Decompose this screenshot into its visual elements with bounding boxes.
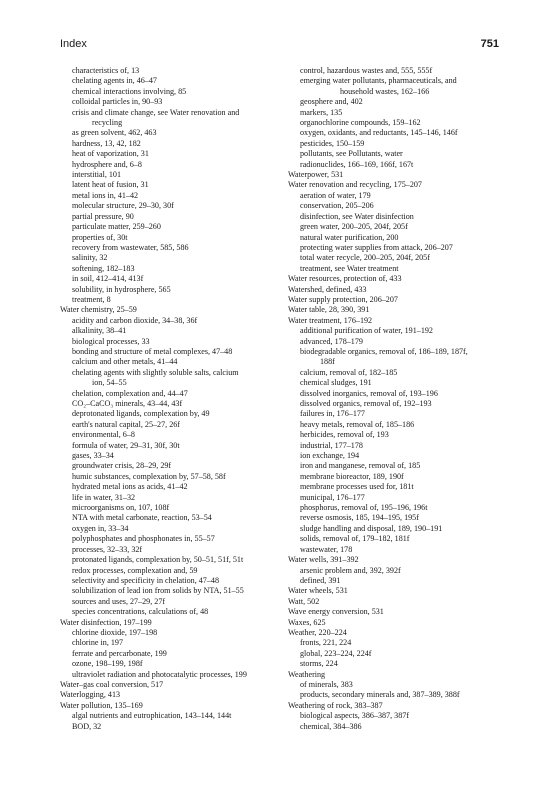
index-subentry: processes, 32–33, 32f (72, 544, 143, 554)
index-main-entry: Water pollution, 135–169 (60, 700, 143, 710)
index-subentry: pesticides, 150–159 (300, 138, 365, 148)
index-subentry: earth's natural capital, 25–27, 26f (72, 419, 180, 429)
index-subentry: chelating agents with slightly soluble salts, calcium (72, 367, 239, 377)
page-header (60, 38, 499, 52)
index-subentry: selectivity and specificity in chelation, 47–48 (72, 575, 219, 585)
index-subentry: characteristics of, 13 (72, 66, 140, 75)
index-subentry: ozone, 198–199, 198f (72, 659, 143, 669)
index-subentry: hardness, 13, 42, 182 (72, 138, 141, 148)
index-subentry: in soil, 412–414, 413f (72, 274, 144, 284)
index-subentry: calcium, removal of, 182–185 (300, 367, 398, 377)
index-subentry: chemical, 384–386 (300, 721, 362, 731)
index-subentry: protecting water supplies from attack, 206–207 (300, 242, 453, 252)
index-main-entry: Water disinfection, 197–199 (60, 617, 152, 627)
index-subentry: interstitial, 101 (72, 170, 122, 180)
index-entry-continuation: household wastes, 162–166 (340, 86, 430, 96)
index-subentry: redox processes, complexation and, 59 (72, 565, 198, 575)
index-entry-continuation: recycling (92, 118, 123, 128)
index-main-entry: Water chemistry, 25–59 (60, 305, 137, 315)
index-main-entry: Waterlogging, 413 (60, 690, 121, 700)
index-subentry: failures in, 176–177 (300, 409, 365, 419)
index-main-entry: Weather, 220–224 (288, 627, 347, 637)
index-subentry: advanced, 178–179 (300, 336, 363, 346)
index-column-right (288, 66, 500, 732)
index-subentry: heavy metals, removal of, 185–186 (300, 419, 415, 429)
index-subentry: natural water purification, 200 (300, 232, 399, 242)
index-subentry: biological processes, 33 (72, 336, 150, 346)
index-subentry: sources and uses, 27–29, 27f (72, 596, 166, 606)
index-subentry: BOD, 32 (72, 721, 102, 731)
index-subentry: CO₂–CaCO₃ minerals, 43–44, 43f (72, 399, 183, 408)
index-entry-continuation: 188f (320, 357, 335, 367)
index-subentry: salinity, 32 (72, 253, 108, 263)
index-subentry: oxygen in, 33–34 (72, 523, 129, 533)
index-subentry: gases, 33–34 (72, 451, 114, 461)
index-subentry: colloidal particles in, 90–93 (72, 97, 163, 107)
index-main-entry: Waxes, 625 (288, 617, 326, 627)
index-subentry: algal nutrients and eutrophication, 143–144, 144t (72, 711, 232, 721)
index-subentry: softening, 182–183 (72, 263, 135, 273)
index-subentry: radionuclides, 166–169, 166f, 167t (300, 159, 414, 169)
index-subentry: pollutants, see Pollutants, water (300, 149, 403, 159)
index-subentry: life in water, 31–32 (72, 492, 136, 502)
index-subentry: metal ions in, 41–42 (72, 190, 139, 200)
index-subentry: molecular structure, 29–30, 30f (72, 201, 174, 211)
index-subentry: crisis and climate change, see Water renovation and (72, 107, 240, 117)
index-subentry: sludge handling and disposal, 189, 190–191 (300, 523, 443, 533)
index-subentry: chelating agents in, 46–47 (72, 76, 157, 86)
index-column-left (60, 66, 278, 732)
index-subentry: ferrate and percarbonate, 199 (72, 648, 167, 658)
index-subentry: humic substances, complexation by, 57–58, 58f (72, 471, 226, 481)
index-subentry: biodegradable organics, removal of, 186–189, 187f, (300, 346, 468, 356)
index-subentry: conservation, 205–206 (300, 201, 374, 211)
index-main-entry: Watt, 502 (288, 596, 320, 606)
index-subentry: alkalinity, 38–41 (72, 326, 127, 336)
index-subentry: iron and manganese, removal of, 185 (300, 461, 421, 471)
index-subentry: environmental, 6–8 (72, 430, 135, 440)
index-main-entry: Watershed, defined, 433 (288, 284, 367, 294)
index-subentry: groundwater crisis, 28–29, 29f (72, 461, 172, 471)
index-subentry: latent heat of fusion, 31 (72, 180, 149, 190)
index-subentry: as green solvent, 462, 463 (72, 128, 157, 138)
index-subentry: additional purification of water, 191–192 (300, 326, 433, 336)
index-subentry: chemical interactions involving, 85 (72, 86, 187, 96)
index-subentry: arsenic problem and, 392, 392f (300, 565, 401, 575)
index-subentry: disinfection, see Water disinfection (300, 211, 414, 221)
index-subentry: formula of water, 29–31, 30f, 30t (72, 440, 180, 450)
page-number: 751 (480, 38, 499, 50)
index-subentry: treatment, 8 (72, 294, 111, 304)
index-main-entry: Weathering (288, 669, 326, 679)
index-subentry: total water recycle, 200–205, 204f, 205f (300, 253, 430, 263)
index-subentry: industrial, 177–178 (300, 440, 363, 450)
index-subentry: hydrated metal ions as acids, 41–42 (72, 482, 188, 492)
index-subentry: geosphere and, 402 (300, 97, 363, 107)
index-subentry: heat of vaporization, 31 (72, 149, 149, 159)
index-main-entry: Water wells, 391–392 (288, 555, 359, 565)
index-subentry: wastewater, 178 (300, 544, 353, 554)
index-subentry: products, secondary minerals and, 387–389, 388f (300, 690, 460, 700)
index-subentry: solids, removal of, 179–182, 181f (300, 534, 410, 544)
index-subentry: recovery from wastewater, 585, 586 (72, 242, 189, 252)
index-subentry: polyphosphates and phosphonates in, 55–57 (72, 534, 215, 544)
index-subentry: chlorine dioxide, 197–198 (72, 627, 158, 637)
index-subentry: chlorine in, 197 (72, 638, 124, 648)
index-main-entry: Wave energy conversion, 531 (288, 607, 384, 617)
index-subentry: organochlorine compounds, 159–162 (300, 118, 421, 128)
index-subentry: phosphorus, removal of, 195–196, 196t (300, 503, 428, 513)
index-subentry: dissolved organics, removal of, 192–193 (300, 399, 432, 408)
index-subentry: acidity and carbon dioxide, 34–38, 36f (72, 315, 198, 325)
index-subentry: defined, 391 (300, 575, 341, 585)
index-main-entry: Water renovation and recycling, 175–207 (288, 180, 422, 190)
index-subentry: storms, 224 (300, 659, 338, 669)
index-subentry: species concentrations, calculations of, 48 (72, 607, 209, 617)
index-subentry: chelation, complexation and, 44–47 (72, 388, 188, 398)
index-subentry: hydrosphere and, 6–8 (72, 159, 142, 169)
index-main-entry: Water resources, protection of, 433 (288, 274, 402, 284)
index-subentry: control, hazardous wastes and, 555, 555f (300, 66, 433, 75)
index-subentry: municipal, 176–177 (300, 492, 365, 502)
index-main-entry: Water–gas coal conversion, 517 (60, 679, 164, 689)
index-subentry: membrane bioreactor, 189, 190f (300, 471, 404, 481)
index-main-entry: Waterpower, 531 (288, 170, 344, 180)
index-subentry: bonding and structure of metal complexes, 47–48 (72, 346, 233, 356)
index-main-entry: Water table, 28, 390, 391 (288, 305, 370, 315)
index-main-entry: Water supply protection, 206–207 (288, 294, 398, 304)
index-subentry: aeration of water, 179 (300, 190, 371, 200)
index-subentry: partial pressure, 90 (72, 211, 134, 221)
index-subentry: solubilization of lead ion from solids by NTA, 51–55 (72, 586, 244, 596)
index-entry-continuation: ion, 54–55 (92, 378, 127, 388)
index-subentry: treatment, see Water treatment (300, 263, 399, 273)
index-subentry: calcium and other metals, 41–44 (72, 357, 178, 367)
index-subentry: global, 223–224, 224f (300, 648, 372, 658)
running-title: Index (60, 38, 87, 50)
index-subentry: membrane processes used for, 181t (300, 482, 414, 492)
index-subentry: dissolved inorganics, removal of, 193–196 (300, 388, 438, 398)
index-main-entry: Weathering of rock, 383–387 (288, 700, 383, 710)
index-subentry: herbicides, removal of, 193 (300, 430, 389, 440)
index-subentry: properties of, 30t (72, 232, 128, 242)
index-subentry: fronts, 221, 224 (300, 638, 352, 648)
index-subentry: particulate matter, 259–260 (72, 222, 161, 232)
index-subentry: oxygen, oxidants, and reductants, 145–146, 146f (300, 128, 458, 138)
index-subentry: protonated ligands, complexation by, 50–51, 51f, 51t (72, 555, 244, 565)
index-subentry: deprotonated ligands, complexation by, 49 (72, 409, 210, 419)
index-main-entry: Water wheels, 531 (288, 586, 348, 596)
index-subentry: solubility, in hydrosphere, 565 (72, 284, 171, 294)
index-subentry: microorganisms on, 107, 108f (72, 503, 170, 513)
index-subentry: NTA with metal carbonate, reaction, 53–54 (72, 513, 212, 523)
index-subentry: ultraviolet radiation and photocatalytic processes, 199 (72, 669, 247, 679)
index-subentry: biological aspects, 386–387, 387f (300, 711, 410, 721)
index-subentry: ion exchange, 194 (300, 451, 360, 461)
index-subentry: chemical sludges, 191 (300, 378, 372, 388)
index-subentry: reverse osmosis, 185, 194–195, 195f (300, 513, 419, 523)
index-subentry: of minerals, 383 (300, 679, 353, 689)
index-subentry: emerging water pollutants, pharmaceuticals, and (300, 76, 457, 86)
index-subentry: markers, 135 (300, 107, 343, 117)
index-subentry: green water, 200–205, 204f, 205f (300, 222, 408, 232)
index-main-entry: Water treatment, 176–192 (288, 315, 373, 325)
